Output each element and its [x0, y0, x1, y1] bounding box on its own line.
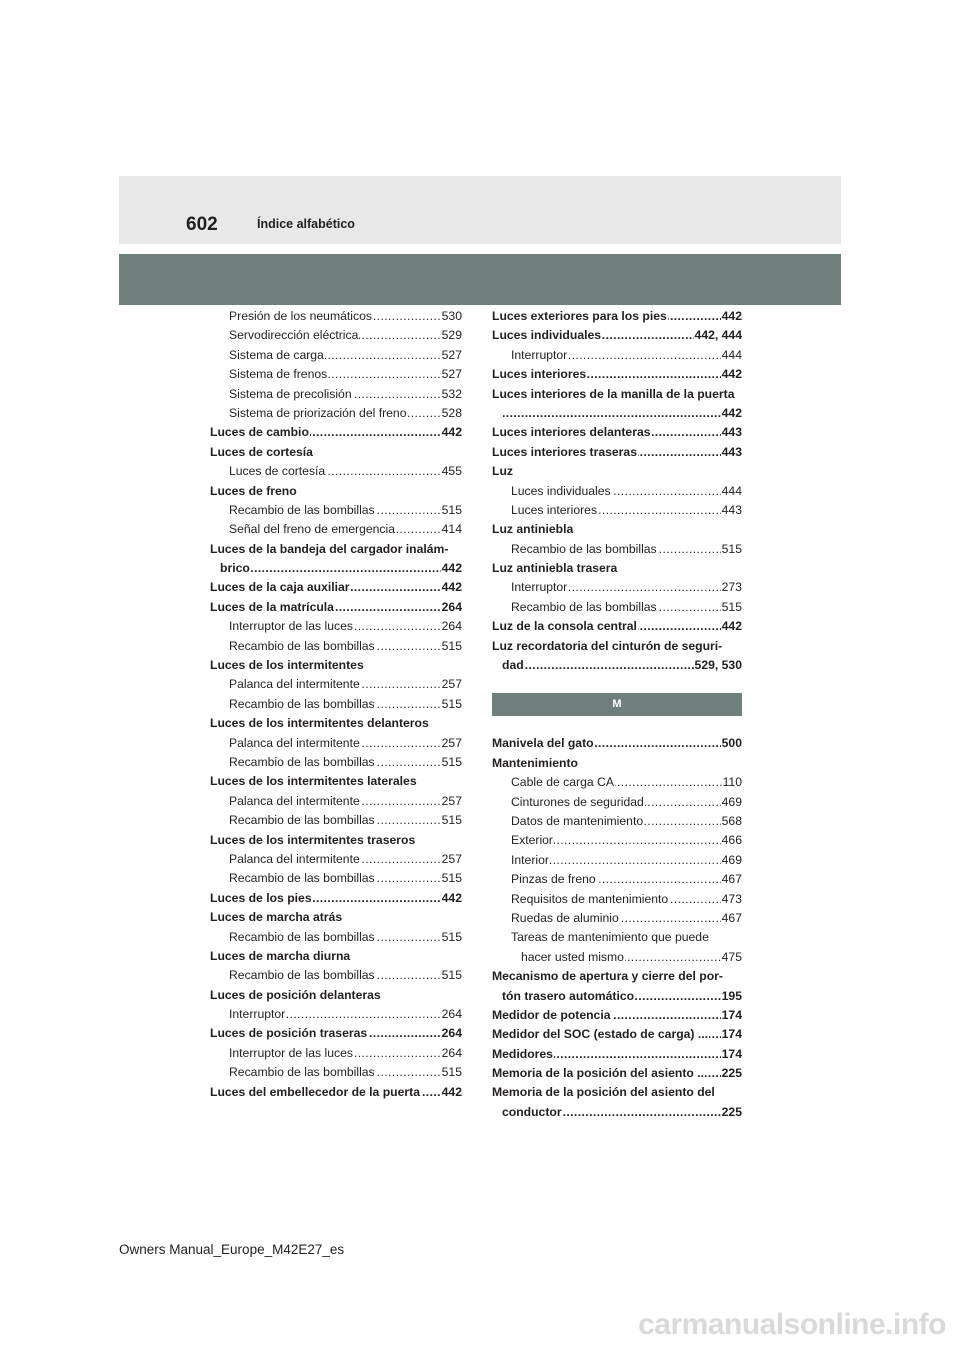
index-entry-label: Palanca del intermitente	[229, 677, 360, 692]
section-title: Índice alfabético	[257, 217, 355, 231]
index-entry-label: Sistema de carga	[229, 347, 324, 362]
index-entry-label: Recambio de las bombillas	[229, 968, 375, 983]
index-entry	[210, 346, 462, 365]
index-entry-label: Luces del embellecedor de la puerta	[210, 1084, 420, 1099]
index-entry-page: 442	[441, 423, 462, 442]
index-entry	[492, 540, 742, 559]
document-name: Owners Manual_Europe_M42E27_es	[119, 1242, 345, 1257]
index-entry	[210, 869, 462, 888]
index-entry-page: 529	[441, 326, 462, 345]
index-entry-page: 527	[441, 365, 462, 384]
index-entry	[492, 1064, 742, 1083]
index-entry-page: 515	[721, 540, 742, 559]
header-strip	[119, 176, 841, 244]
index-entry-page: 515	[441, 695, 462, 714]
index-entry	[492, 559, 742, 578]
index-entry-label: Manivela del gato	[492, 736, 594, 751]
index-entry-page: 225	[721, 1064, 742, 1083]
index-entry-page: 442	[721, 404, 742, 423]
index-entry	[492, 501, 742, 520]
index-entry	[492, 1103, 742, 1122]
index-entry-label: brico	[220, 561, 250, 576]
index-entry-page: 467	[721, 909, 742, 928]
index-entry	[492, 578, 742, 597]
index-entry	[210, 889, 462, 908]
index-entry-label: Recambio de las bombillas	[229, 813, 375, 828]
index-entry	[492, 967, 742, 986]
index-entry-label: Luces exteriores para los pies	[492, 309, 667, 323]
index-entry-label: Luces de la bandeja del cargador inalám-	[210, 541, 449, 556]
index-entry-label: Recambio de las bombillas	[229, 502, 375, 517]
index-entry-page: 174	[721, 1025, 742, 1044]
index-entry	[492, 831, 742, 850]
index-entry	[492, 598, 742, 617]
index-entry	[492, 520, 742, 539]
index-entry-page: 473	[721, 890, 742, 909]
index-entry-page: 443	[721, 443, 742, 462]
index-entry-label: Medidor de potencia	[492, 1007, 611, 1022]
index-entry-label: tón trasero automático	[502, 988, 635, 1003]
index-entry-label: Memoria de la posición del asiento ...	[492, 1066, 708, 1081]
index-entry	[210, 520, 462, 539]
index-entry-page: 225	[721, 1103, 742, 1122]
index-entry-page: 466	[721, 831, 742, 850]
index-entry-label: Luces de posición traseras	[210, 1026, 368, 1041]
index-entry-label: Palanca del intermitente	[229, 851, 360, 866]
index-entry-label: Interruptor de las luces	[229, 619, 353, 634]
index-entry	[492, 326, 742, 345]
index-entry-label: Luces de los intermitentes	[210, 658, 364, 673]
index-entry-label: Luces de posición delanteras	[210, 987, 381, 1002]
index-entry-label: Palanca del intermitente	[229, 793, 360, 808]
index-entry	[210, 792, 462, 811]
index-entry	[210, 656, 462, 675]
index-entry-label: hacer usted mismo	[521, 949, 624, 964]
index-entry-label: Tareas de mantenimiento que puede	[511, 930, 709, 945]
index-entry-label: Luces de cambio	[210, 425, 309, 440]
index-entry-page: 174	[721, 1045, 742, 1064]
index-entry	[210, 928, 462, 947]
index-entry-page: 264	[441, 1024, 462, 1043]
index-entry-label: Recambio de las bombillas	[229, 696, 375, 711]
index-entry-label: Luces de freno	[210, 483, 297, 498]
index-entry-page: 174	[721, 1006, 742, 1025]
index-entry-label: Luces individuales	[492, 328, 602, 343]
index-entry-label: Luz de la consola central	[492, 619, 637, 634]
index-entry-page: 515	[441, 966, 462, 985]
index-entry	[492, 482, 742, 501]
index-entry-label: Interruptor	[511, 347, 568, 362]
index-entry-label: Luces interiores	[492, 367, 587, 382]
index-entry-page: 515	[441, 501, 462, 520]
index-entry	[210, 617, 462, 636]
index-entry-page: 530	[441, 307, 462, 326]
index-entry	[492, 462, 742, 481]
index-entry-page: 515	[441, 753, 462, 772]
index-entry	[492, 793, 742, 812]
index-entry-label: Pinzas de freno	[511, 872, 596, 887]
index-entry-page: 442	[721, 617, 742, 636]
index-column-left	[210, 307, 462, 1102]
index-entry	[210, 326, 462, 345]
index-entry	[210, 734, 462, 753]
index-entry-page: 515	[441, 869, 462, 888]
index-entry-page: 515	[441, 637, 462, 656]
index-entry	[210, 947, 462, 966]
index-entry	[210, 772, 462, 791]
index-entry	[492, 890, 742, 909]
index-entry-page: 257	[441, 850, 462, 869]
index-entry-label: Sistema de frenos	[229, 367, 328, 382]
index-entry	[210, 1044, 462, 1063]
index-entry-label: Luces interiores traseras	[492, 444, 637, 459]
index-entry-label: Luces interiores de la manilla de la puerta	[492, 386, 735, 401]
index-entry-page: 515	[441, 928, 462, 947]
index-entry	[210, 365, 462, 384]
index-entry-label: Memoria de la posición del asiento del	[492, 1085, 715, 1100]
index-entry	[210, 1063, 462, 1082]
index-entry-page: 455	[441, 462, 462, 481]
index-entry-page: 515	[441, 811, 462, 830]
index-entry-page: 257	[441, 792, 462, 811]
index-entry-page: 442	[441, 889, 462, 908]
index-entry-label	[502, 406, 503, 420]
index-entry	[492, 385, 742, 404]
index-entry-label: Exterior	[511, 833, 553, 848]
index-entry-label: Ruedas de aluminio	[511, 910, 619, 925]
index-entry-page: 469	[721, 851, 742, 870]
index-entry-page: 442	[441, 578, 462, 597]
index-entry	[210, 1005, 462, 1024]
index-entry	[492, 1083, 742, 1102]
index-entry-page: 273	[721, 578, 742, 597]
index-entry-label: Interruptor	[229, 1007, 286, 1022]
index-entry	[492, 734, 742, 753]
index-entry	[210, 831, 462, 850]
index-entry	[210, 462, 462, 481]
index-entry	[210, 559, 462, 578]
index-entry-page: 527	[441, 346, 462, 365]
index-entry-label: Luces de la caja auxiliar	[210, 580, 350, 595]
index-entry-label: Luz recordatoria del cinturón de seguri-	[492, 638, 723, 653]
index-entry-label: Luz	[492, 464, 513, 479]
index-entry-page: 195	[721, 987, 742, 1006]
index-entry	[492, 928, 742, 947]
index-entry-label: dad	[502, 658, 524, 673]
index-entry-label: Luces de los intermitentes delanteros	[210, 716, 429, 731]
index-entry-label: Datos de mantenimiento	[511, 813, 644, 828]
index-entry	[210, 714, 462, 733]
index-entry-label: Interruptor de las luces	[229, 1045, 353, 1060]
index-entry	[210, 811, 462, 830]
letter-section-header: M	[492, 693, 742, 716]
index-entry	[492, 870, 742, 889]
index-entry	[210, 966, 462, 985]
index-entry	[492, 365, 742, 384]
index-entry-label: Palanca del intermitente	[229, 735, 360, 750]
index-entry-page: 442	[721, 307, 742, 326]
index-entry-label: Luces individuales	[511, 483, 611, 498]
index-entry-label: Sistema de priorización del freno	[229, 405, 407, 420]
index-entry-page: 467	[721, 870, 742, 889]
index-entry-label: Luz antiniebla	[492, 522, 574, 537]
index-entry-label: Luces de marcha atrás	[210, 910, 343, 925]
index-entry	[210, 598, 462, 617]
index-entry-label: Recambio de las bombillas	[229, 929, 375, 944]
index-entry-label: Recambio de las bombillas	[511, 541, 657, 556]
index-entry-page: 442	[721, 365, 742, 384]
index-entry-label: Medidor del SOC (estado de carga) ...	[492, 1027, 709, 1042]
index-entry-page: 443	[721, 423, 742, 442]
index-entry	[210, 540, 462, 559]
index-entry-label: Recambio de las bombillas	[229, 871, 375, 886]
index-entry-label: conductor	[502, 1104, 562, 1119]
index-entry-label: Luces de marcha diurna	[210, 948, 351, 963]
index-entry-label: Servodirección eléctrica	[229, 328, 359, 343]
index-entry-label: Presión de los neumáticos	[229, 309, 372, 323]
index-entry	[210, 637, 462, 656]
index-entry-page: 442	[441, 559, 462, 578]
index-entry-page: 568	[721, 812, 742, 831]
index-entry	[492, 1006, 742, 1025]
index-entry-page: 257	[441, 675, 462, 694]
index-entry	[492, 443, 742, 462]
index-entry	[210, 307, 462, 326]
index-entry-page: 532	[441, 385, 462, 404]
index-entry-page: 515	[441, 1063, 462, 1082]
index-group-m	[492, 734, 742, 1122]
index-entry-page: 414	[441, 520, 462, 539]
index-entry-label: Medidores	[492, 1046, 553, 1061]
index-entry-label: Señal del freno de emergencia	[229, 522, 395, 537]
index-entry	[492, 423, 742, 442]
index-entry-page: 529, 530	[694, 656, 742, 675]
index-entry	[492, 851, 742, 870]
index-entry-label: Luces de los intermitentes laterales	[210, 774, 417, 789]
index-entry-page: 528	[441, 404, 462, 423]
index-entry-label: Recambio de las bombillas	[229, 1065, 375, 1080]
index-entry	[492, 404, 742, 423]
watermark-logo: carmanualsonline.info	[638, 1308, 946, 1341]
index-entry	[492, 307, 742, 326]
index-entry-page: 469	[721, 793, 742, 812]
index-entry	[492, 1025, 742, 1044]
index-entry-page: 475	[721, 948, 742, 967]
index-entry-page: 442	[441, 1083, 462, 1102]
index-entry-page: 257	[441, 734, 462, 753]
index-entry-label: Luces de la matrícula	[210, 599, 334, 614]
index-entry	[210, 1024, 462, 1043]
index-entry-label: Luz antiniebla trasera	[492, 561, 618, 576]
index-entry-page: 444	[721, 482, 742, 501]
index-entry-page: 442, 444	[694, 326, 742, 345]
header-band	[119, 254, 841, 305]
index-entry	[492, 637, 742, 656]
index-entry-label: Mecanismo de apertura y cierre del por-	[492, 969, 723, 984]
index-entry-label: Luces de cortesía	[229, 464, 326, 479]
index-entry	[210, 908, 462, 927]
index-group-l-continued	[492, 307, 742, 675]
index-entry-label: Interior	[511, 852, 549, 867]
index-entry-page: 444	[721, 346, 742, 365]
index-entry-label: Luces interiores	[511, 502, 598, 517]
index-entry	[492, 656, 742, 675]
index-entry-label: Luces de los intermitentes traseros	[210, 832, 416, 847]
index-entry	[492, 617, 742, 636]
index-entry-label: Recambio de las bombillas	[229, 638, 375, 653]
index-entry-label: Sistema de precolisión	[229, 386, 352, 401]
index-entry	[492, 948, 742, 967]
index-entry	[210, 675, 462, 694]
index-entry	[210, 501, 462, 520]
index-entry	[210, 423, 462, 442]
index-entry-page: 264	[441, 1044, 462, 1063]
index-entry-page: 264	[441, 598, 462, 617]
index-entry-page: 264	[441, 617, 462, 636]
index-entry-label: Luces de los pies	[210, 890, 312, 905]
index-entry-label: Luces interiores delanteras	[492, 425, 651, 440]
index-entry	[492, 812, 742, 831]
index-entry	[492, 987, 742, 1006]
index-entry-page: 500	[721, 734, 742, 753]
index-entry-label: Cable de carga CA	[511, 775, 614, 790]
index-entry-page: 110	[722, 773, 742, 792]
index-entry-label: Recambio de las bombillas	[511, 599, 657, 614]
index-entry-label: Cinturones de seguridad	[511, 794, 644, 809]
index-entry	[492, 754, 742, 773]
index-entry	[492, 1045, 742, 1064]
index-entry	[492, 346, 742, 365]
index-entry-label: Requisitos de mantenimiento	[511, 891, 669, 906]
index-entry-label: Interruptor	[511, 580, 568, 595]
index-column-right	[492, 307, 742, 1122]
index-entry	[210, 695, 462, 714]
index-entry-page: 443	[721, 501, 742, 520]
index-entry	[210, 578, 462, 597]
index-entry-label: Luces de cortesía	[210, 444, 313, 459]
index-entry	[210, 404, 462, 423]
index-entry	[210, 443, 462, 462]
page-number: 602	[186, 214, 218, 235]
index-entry	[210, 1083, 462, 1102]
index-entry	[492, 773, 742, 792]
index-entry-page: 515	[721, 598, 742, 617]
index-entry	[210, 850, 462, 869]
index-entry	[210, 986, 462, 1005]
index-entry	[210, 482, 462, 501]
index-entry	[210, 385, 462, 404]
index-entry-label: Mantenimiento	[492, 755, 578, 770]
index-entry	[210, 753, 462, 772]
index-entry	[492, 909, 742, 928]
index-entry-label: Recambio de las bombillas	[229, 754, 375, 769]
index-entry-page: 264	[441, 1005, 462, 1024]
